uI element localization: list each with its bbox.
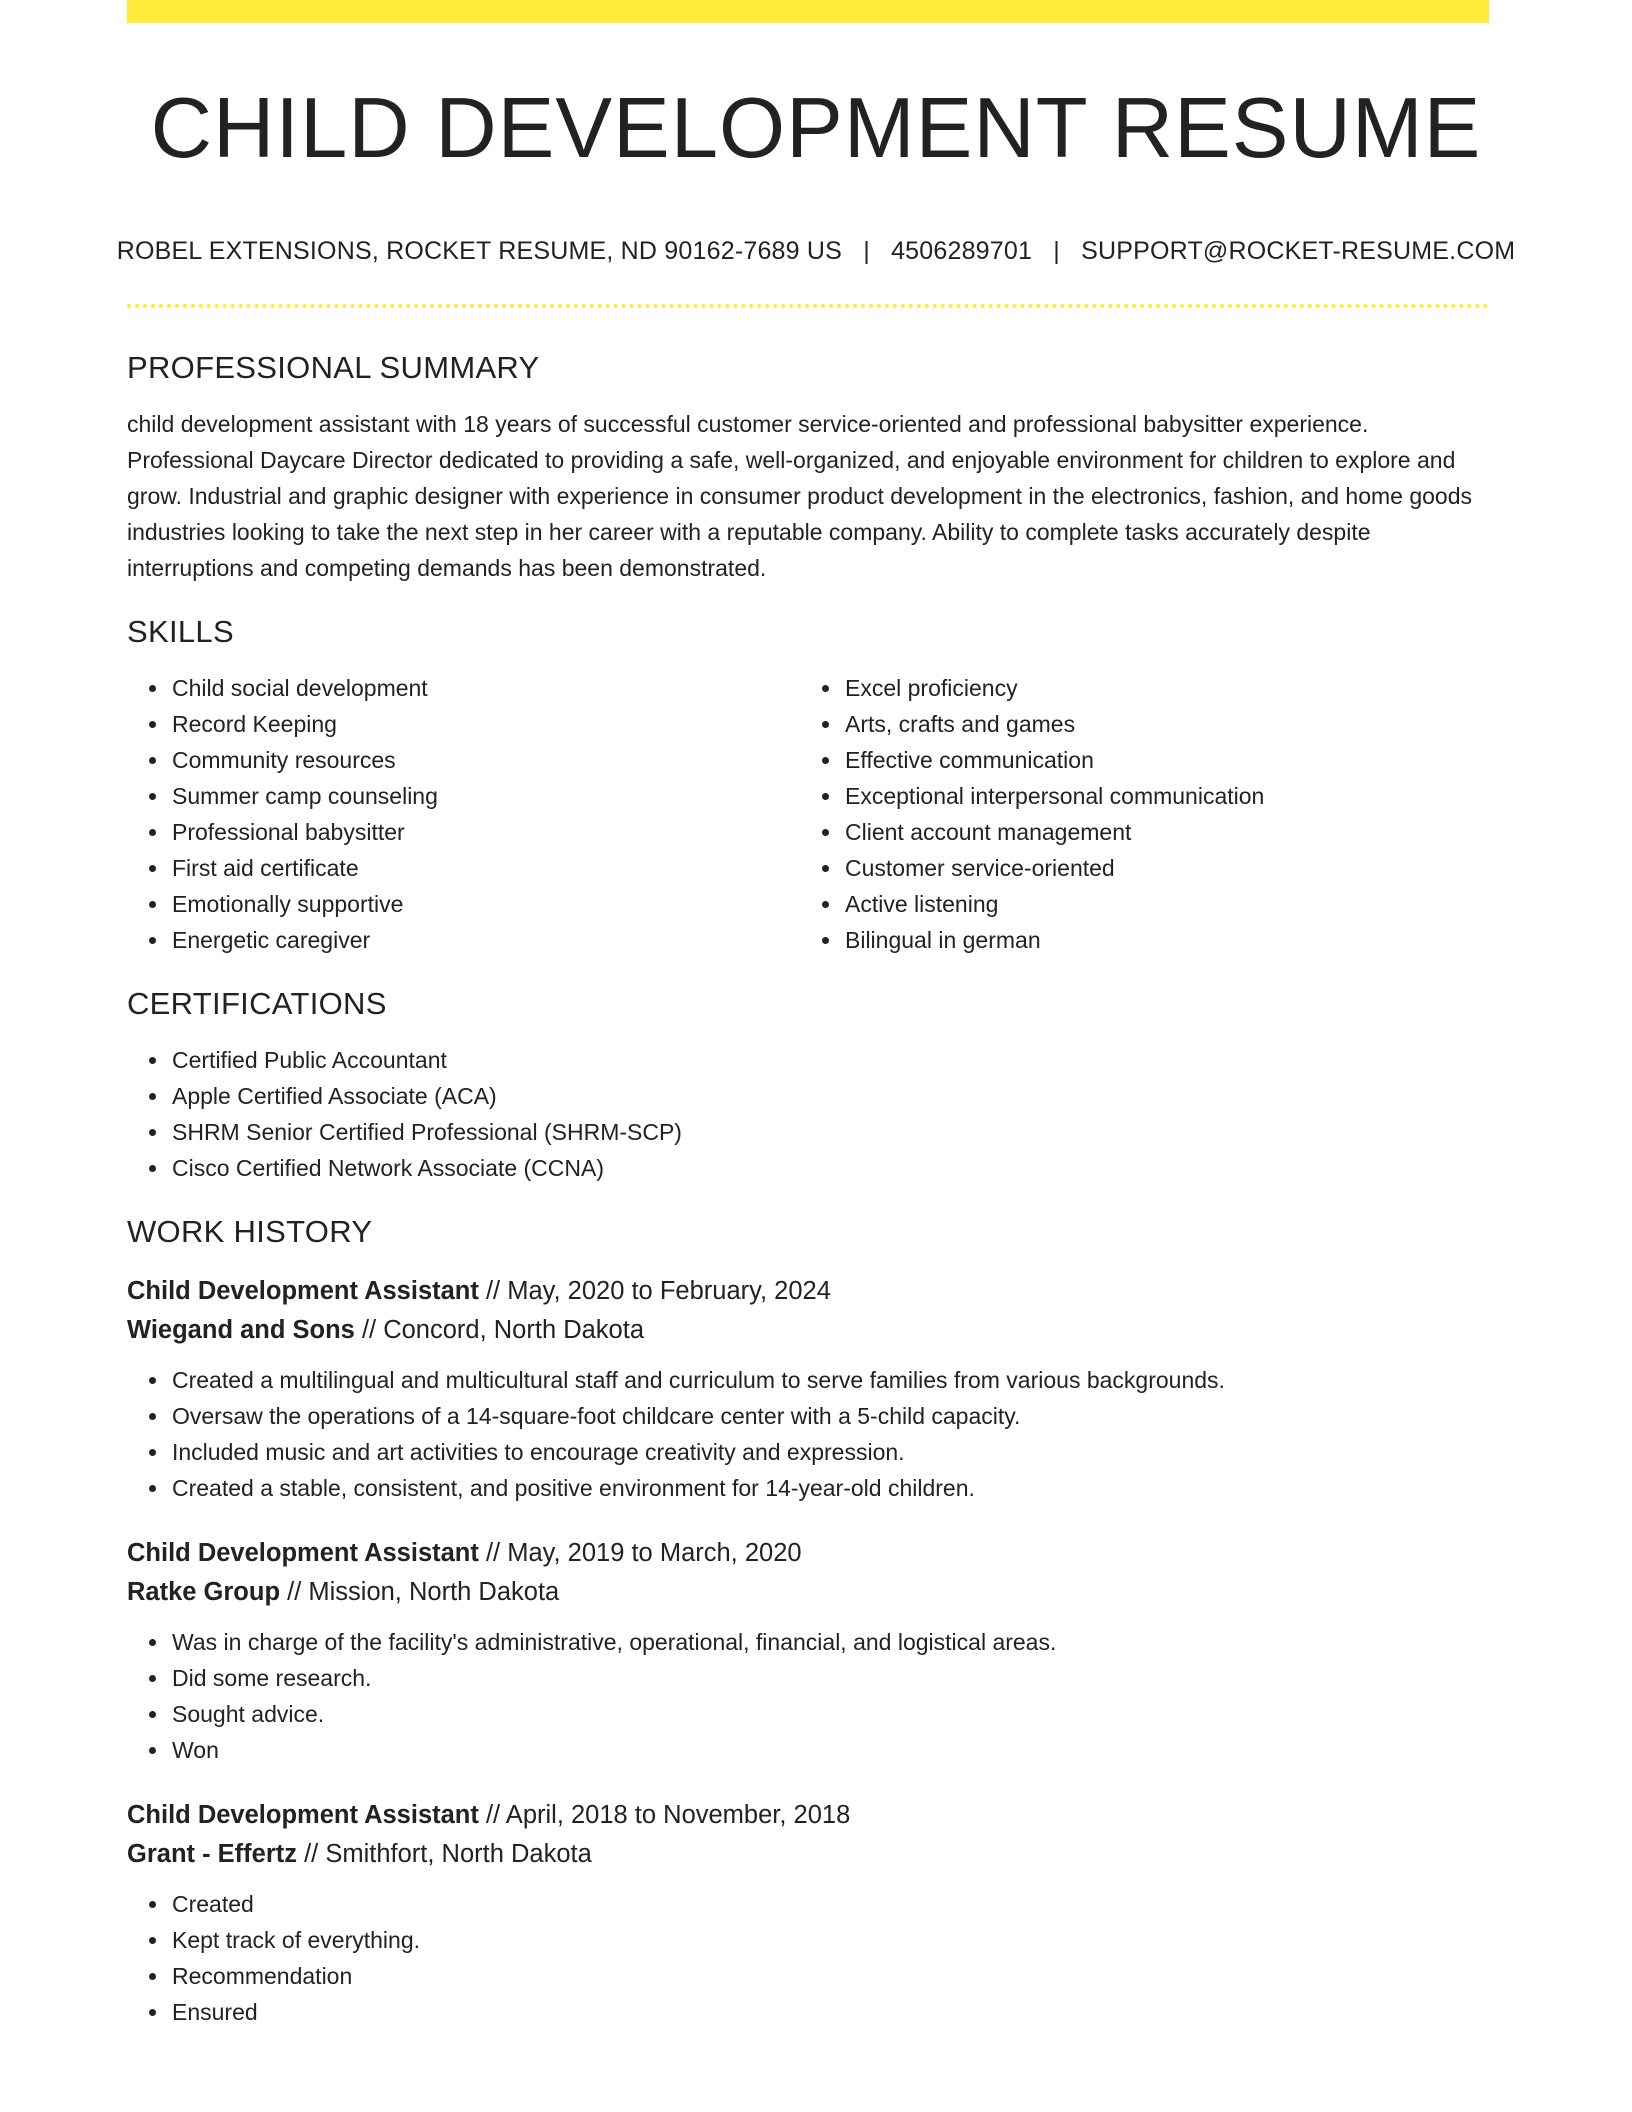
- contact-line: [0, 237, 1632, 266]
- job-company: Grant - Effertz: [127, 1840, 298, 1868]
- certifications-section: [127, 986, 1489, 1186]
- skills-section: [127, 614, 1489, 958]
- job-bullet: • Sought advice.: [170, 1696, 1489, 1732]
- section-heading-summary: PROFESSIONAL SUMMARY: [127, 350, 540, 385]
- section-heading-work-history: WORK HISTORY: [127, 1214, 373, 1249]
- job-bullet: • Was in charge of the facility's administrative, operational, financial, and logistical areas.: [170, 1624, 1489, 1660]
- job-dates: // May, 2019 to March, 2020: [478, 1539, 802, 1567]
- job-entry: [127, 1272, 1489, 1506]
- accent-bar: [127, 0, 1489, 23]
- resume-content: [127, 350, 1489, 2030]
- job-bullet: • Kept track of everything.: [170, 1922, 1489, 1958]
- job-bullet: • Included music and art activities to encourage creativity and expression.: [170, 1434, 1489, 1470]
- certifications-list: [127, 1042, 1489, 1186]
- skill-item: • Arts, crafts and games: [843, 706, 1473, 742]
- skill-item: • Community resources: [170, 742, 800, 778]
- section-heading-skills: SKILLS: [127, 614, 234, 649]
- job-company-line: [127, 1573, 1489, 1612]
- job-title-line: [127, 1272, 1489, 1311]
- section-heading-certifications: CERTIFICATIONS: [127, 986, 387, 1021]
- certification-item: • Apple Certified Associate (ACA): [170, 1078, 1489, 1114]
- skill-item: • Excel proficiency: [843, 670, 1473, 706]
- job-title-line: [127, 1796, 1489, 1835]
- contact-address: ROBEL EXTENSIONS, ROCKET RESUME, ND 90162-7689 US: [116, 237, 843, 265]
- certification-item: • Cisco Certified Network Associate (CCNA): [170, 1150, 1489, 1186]
- job-title-line: [127, 1534, 1489, 1573]
- job-bullet: • Did some research.: [170, 1660, 1489, 1696]
- job-bullet: • Recommendation: [170, 1958, 1489, 1994]
- job-title: Child Development Assistant: [127, 1801, 479, 1829]
- skill-item: • Active listening: [843, 886, 1473, 922]
- skill-item: • Client account management: [843, 814, 1473, 850]
- job-bullets: [127, 1624, 1489, 1768]
- work-history-section: [127, 1214, 1489, 2030]
- skill-item: • Child social development: [170, 670, 800, 706]
- skill-item: • Customer service-oriented: [843, 850, 1473, 886]
- contact-separator: |: [1053, 237, 1060, 265]
- job-bullet: • Ensured: [170, 1994, 1489, 2030]
- skill-item: • First aid certificate: [170, 850, 800, 886]
- contact-email: SUPPORT@ROCKET-RESUME.COM: [1081, 237, 1516, 265]
- contact-phone: 4506289701: [891, 237, 1033, 265]
- job-company-line: [127, 1311, 1489, 1350]
- contact-separator: |: [863, 237, 870, 265]
- job-title: Child Development Assistant: [127, 1539, 479, 1567]
- certification-item: • SHRM Senior Certified Professional (SHRM-SCP): [170, 1114, 1489, 1150]
- skill-item: • Energetic caregiver: [170, 922, 800, 958]
- skill-item: • Effective communication: [843, 742, 1473, 778]
- resume-title: CHILD DEVELOPMENT RESUME: [150, 81, 1482, 176]
- job-dates: // May, 2020 to February, 2024: [478, 1277, 831, 1305]
- skills-list-left: [127, 670, 800, 958]
- skill-item: • Professional babysitter: [170, 814, 800, 850]
- skill-item: • Emotionally supportive: [170, 886, 800, 922]
- skills-columns: [127, 670, 1489, 958]
- skill-item: • Exceptional interpersonal communication: [843, 778, 1473, 814]
- job-title: Child Development Assistant: [127, 1277, 479, 1305]
- job-entry: [127, 1534, 1489, 1768]
- job-location: // Smithfort, North Dakota: [297, 1840, 592, 1868]
- job-entry: [127, 1796, 1489, 2030]
- skills-list-right: [800, 670, 1473, 958]
- summary-text: child development assistant with 18 years of successful customer service-oriented and professional babysitter experience. Professional Daycare Director dedicated to providing a safe, well-organized, and enjoyable environment for children to explore and grow. Industrial and graphic designer with experience in consumer product development in the electronics, fashion, and home goods industries looking to take the next step in her career with a reputable company. Ability to complete tasks accurately despite interruptions and competing demands has been demonstrated.: [127, 411, 1473, 581]
- job-bullet: • Oversaw the operations of a 14-square-foot childcare center with a 5-child capacity.: [170, 1398, 1489, 1434]
- skill-item: • Summer camp counseling: [170, 778, 800, 814]
- job-bullets: [127, 1362, 1489, 1506]
- certification-item: • Certified Public Accountant: [170, 1042, 1489, 1078]
- job-bullets: [127, 1886, 1489, 2030]
- job-bullet: • Won: [170, 1732, 1489, 1768]
- job-company: Wiegand and Sons: [127, 1316, 355, 1344]
- job-company: Ratke Group: [127, 1578, 281, 1606]
- dotted-divider: [127, 304, 1489, 308]
- job-bullet: • Created a multilingual and multicultural staff and curriculum to serve families from various backgrounds.: [170, 1362, 1489, 1398]
- job-company-line: [127, 1835, 1489, 1874]
- job-bullet: • Created: [170, 1886, 1489, 1922]
- summary-section: [127, 350, 1489, 586]
- job-dates: // April, 2018 to November, 2018: [478, 1801, 851, 1829]
- job-bullet: • Created a stable, consistent, and positive environment for 14-year-old children.: [170, 1470, 1489, 1506]
- skill-item: • Bilingual in german: [843, 922, 1473, 958]
- skill-item: • Record Keeping: [170, 706, 800, 742]
- job-location: // Concord, North Dakota: [354, 1316, 645, 1344]
- job-location: // Mission, North Dakota: [280, 1578, 560, 1606]
